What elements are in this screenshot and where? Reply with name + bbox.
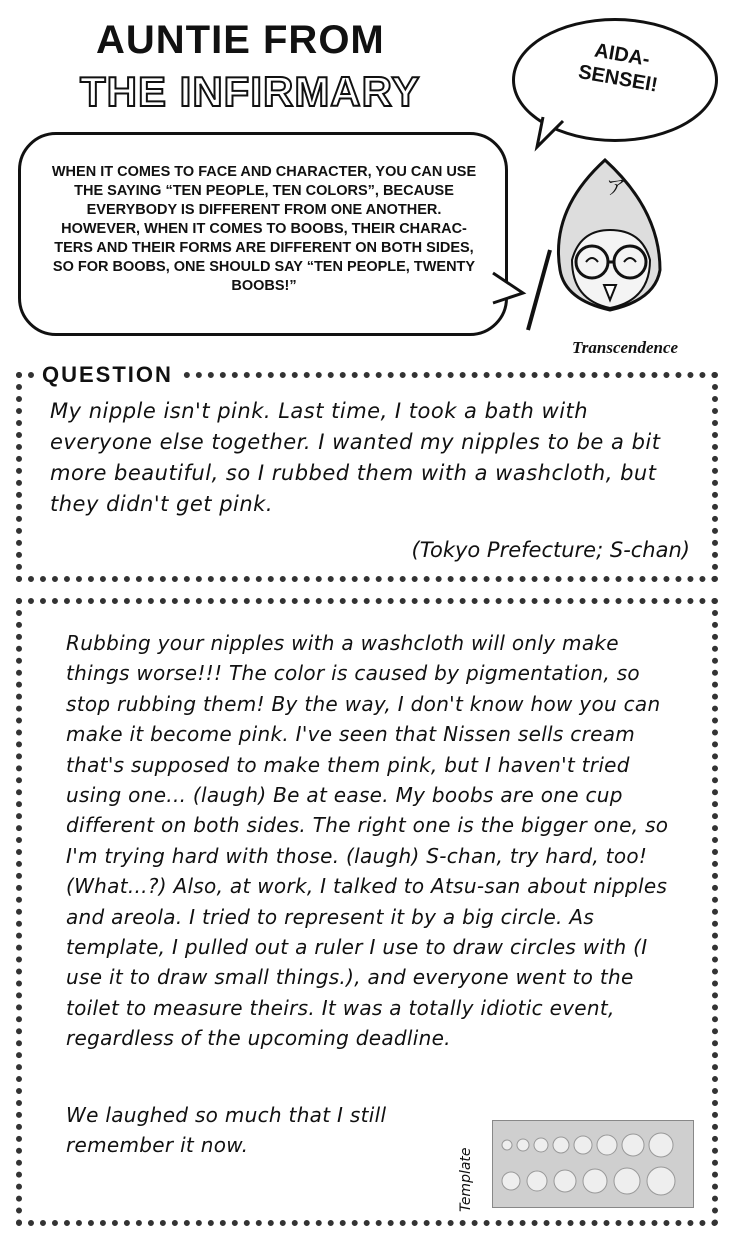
speech-box [18, 132, 508, 336]
title-line-1: AUNTIE FROM [96, 18, 385, 62]
question-signature: (Tokyo Prefecture; S-chan) [411, 538, 690, 562]
speech-text: WHEN IT COMES TO FACE AND CHARACTER, YOU CAN USE THE SAYING “TEN PEOPLE, TEN COLORS”, BECAUSE EVERYBODY IS DIFFERENT FROM ONE ANOTHER. HOWEVER, WHEN IT COMES TO BOOBS, THEIR CHARAC-TERS AND THEIR FORMS ARE DIFFERENT ON BOTH SIDES, SO FOR BOOBS, ONE SHOULD SAY “TEN PEOPLE, TWENTY BOOBS!” [51, 164, 477, 294]
circle-template-icon [493, 1121, 693, 1207]
hat-letter: ア [606, 175, 626, 199]
question-label: QUESTION [36, 362, 179, 388]
question-text: My nipple isn't pink. Last time, I took a bath with everyone else together. I wanted my nipples to be a bit more beautiful, so I rubbed them with a washcloth, but they didn't get pink. [50, 399, 661, 516]
template-ruler-photo [492, 1120, 694, 1208]
speech-bubble-aida [512, 18, 718, 142]
template-label: Template [458, 1147, 474, 1212]
answer-tail-text: We laughed so much that I still remember it now. [66, 1103, 387, 1158]
scanlation-credit: Transcendence [572, 338, 679, 357]
title-line-2: THE INFIRMARY [80, 68, 421, 115]
answer-text: Rubbing your nipples with a washcloth will only make things worse!!! The color is caused by pigmentation, so stop rubbing them! By the way, I don't know how you can make it become pink. I've seen that Nissen sells cream that's supposed to make them pink, but I haven't tried using one... (laugh) Be at ease. My boobs are one cup different on both sides. The right one is the bigger one, so I'm trying hard with those. (laugh) S-chan, try hard, too! (What...?) Also, at work, I talked to Atsu-san about nipples and areola. I tried to represent it by a big circle. As template, I pulled out a ruler I use to draw circles with (I use it to draw small things.), and everyone went to the toilet to measure theirs. It was a totally idiotic event, regardless of the upcoming deadline. [66, 631, 669, 1051]
bubble-text: AIDA-SENSEI! [576, 39, 660, 97]
character-illustration [510, 150, 720, 350]
